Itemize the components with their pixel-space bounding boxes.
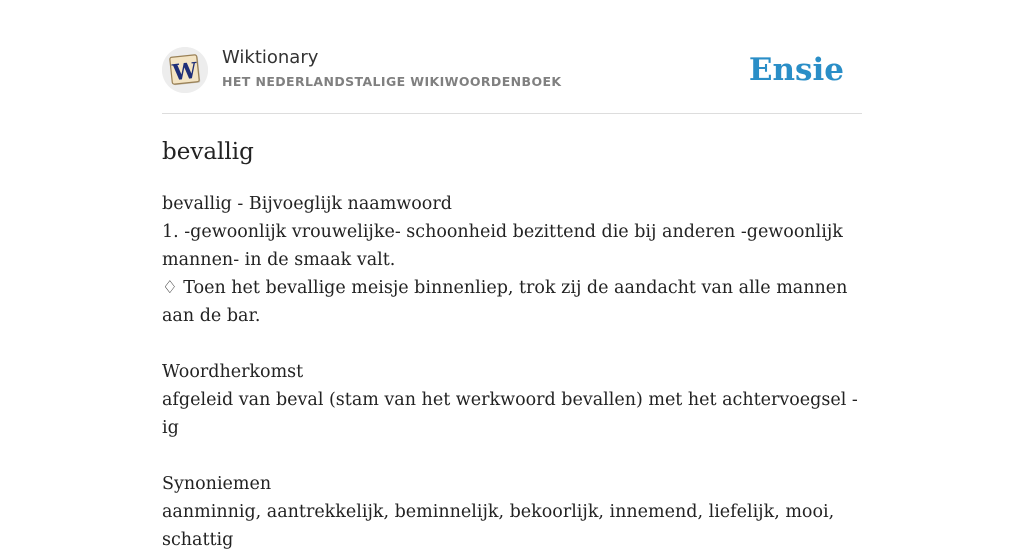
site-subtitle: HET NEDERLANDSTALIGE WIKIWOORDENBOEK (222, 74, 562, 89)
synonyms-list: aanminnig, aantrekkelijk, beminnelijk, bekoorlijk, innemend, liefelijk, mooi, schattig (162, 502, 835, 550)
logo-letter: W (171, 57, 199, 87)
wiktionary-logo-icon[interactable] (162, 47, 208, 93)
definition: 1. -gewoonlijk vrouwelijke- schoonheid bezittend die bij anderen -gewoonlijk mannen- in de smaak valt. (162, 222, 843, 270)
etymology-heading: Woordherkomst (162, 362, 304, 382)
part-of-speech-line: bevallig - Bijvoeglijk naamwoord (162, 194, 452, 214)
ensie-brand-link[interactable]: Ensie (748, 52, 844, 88)
site-name[interactable]: Wiktionary (222, 47, 319, 68)
entry-content (162, 190, 862, 554)
synonyms-heading: Synoniemen (162, 474, 272, 494)
spacer (162, 330, 862, 358)
spacer (162, 442, 862, 470)
example-sentence: ♢ Toen het bevallige meisje binnenliep, trok zij de aandacht van alle mannen aan de bar. (162, 278, 848, 326)
site-header (162, 44, 862, 114)
entry-title: bevallig (162, 139, 254, 165)
etymology-text: afgeleid van beval (stam van het werkwoord bevallen) met het achtervoegsel -ig (162, 390, 858, 438)
